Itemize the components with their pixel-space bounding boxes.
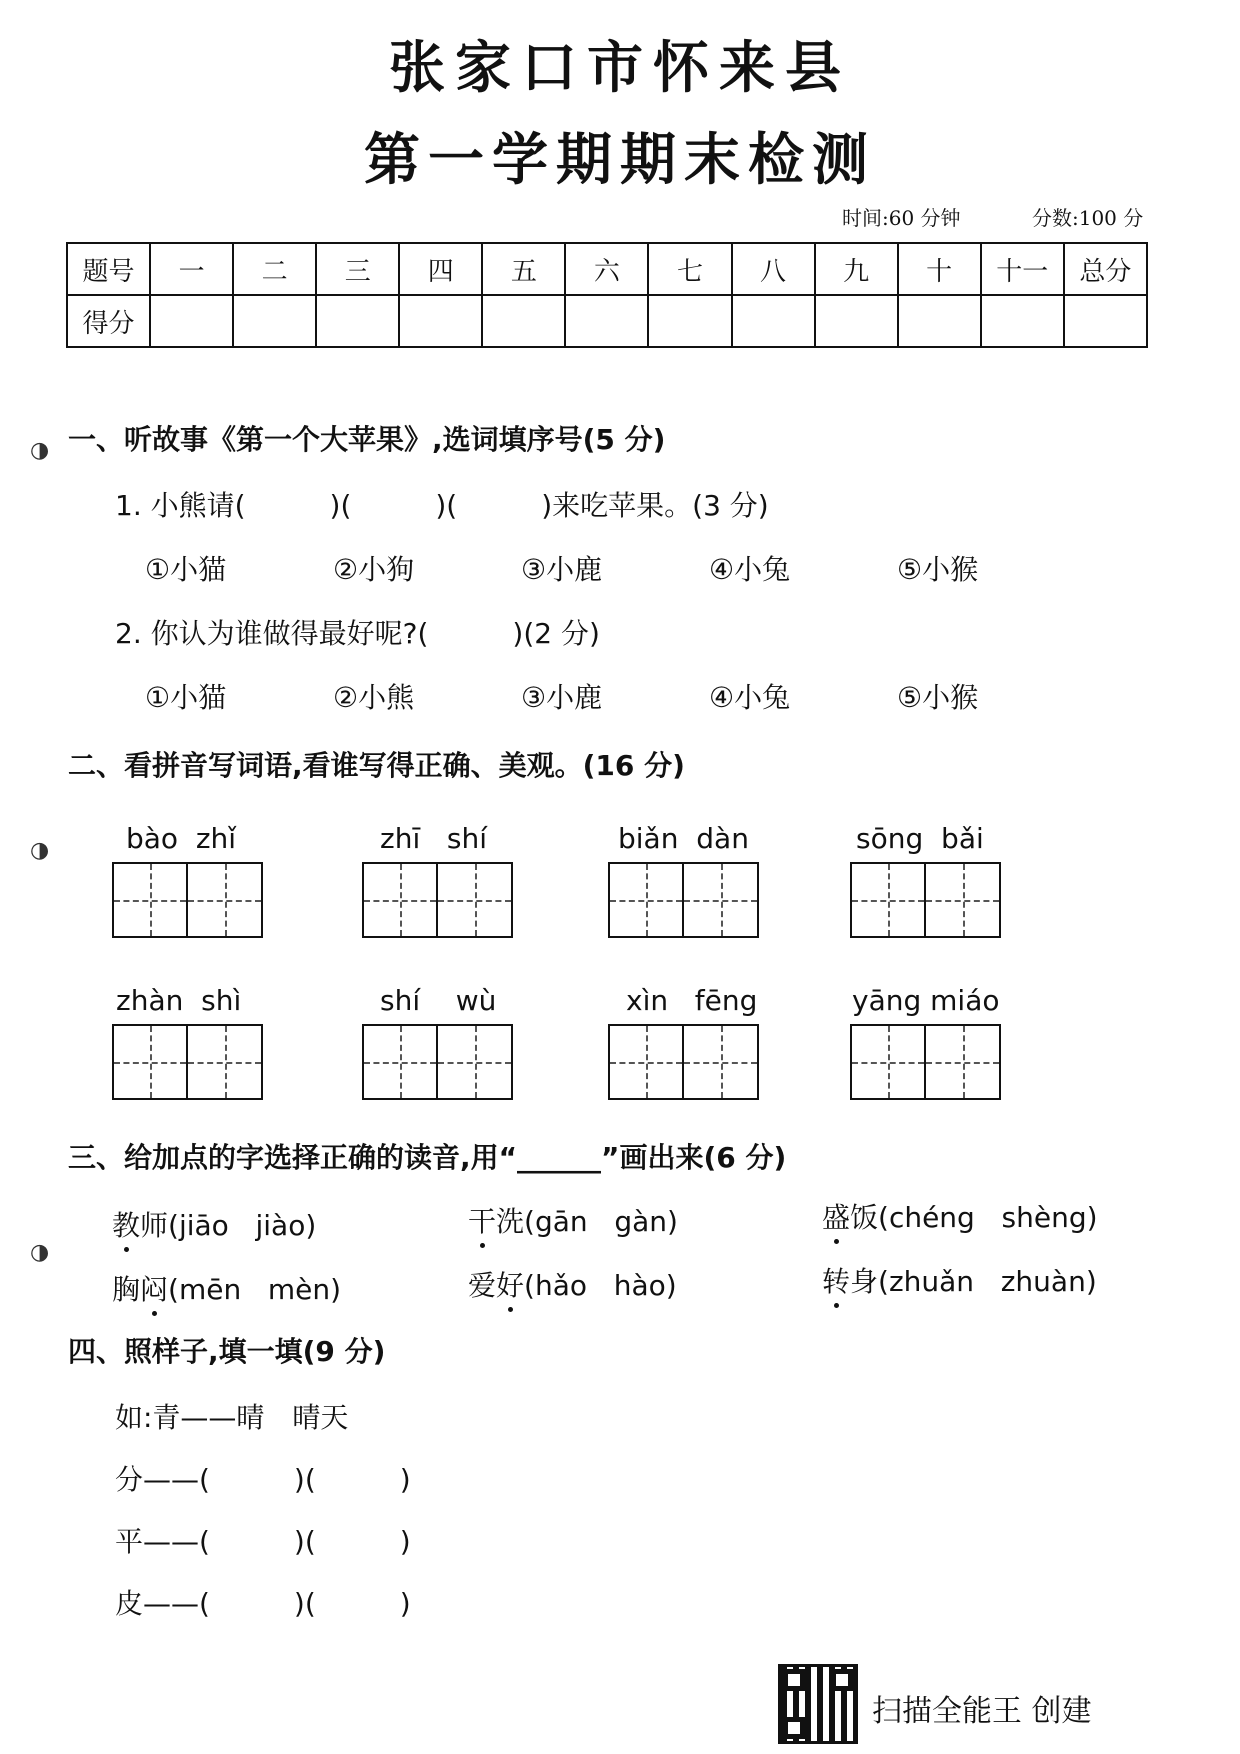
example-line: 如:青——晴 晴天 — [115, 1401, 349, 1434]
exam-title-region: 张家口市怀来县 — [389, 35, 851, 101]
option: ③小鹿 — [521, 553, 603, 586]
total-score: 分数:100 分 — [1032, 206, 1144, 230]
scanner-watermark: 扫描全能王 创建 — [872, 1694, 1092, 1729]
pronunciation-item[interactable] — [468, 1200, 678, 1240]
pinyin-label: bào zhǐ — [126, 822, 237, 855]
writing-grid[interactable] — [850, 1024, 1001, 1100]
table-cell: 二 — [233, 243, 316, 295]
score-input-cell[interactable] — [898, 295, 981, 347]
table-cell: 十一 — [981, 243, 1064, 295]
table-cell: 八 — [732, 243, 815, 295]
binding-hole-mark: ◑ — [30, 438, 50, 463]
section1-title: 一、听故事《第一个大苹果》,选词填序号(5 分) — [68, 423, 666, 456]
option: ⑤小猴 — [897, 681, 979, 714]
score-input-cell[interactable] — [316, 295, 399, 347]
dotted-character: 教 — [112, 1209, 141, 1242]
writing-grid[interactable] — [362, 1024, 513, 1100]
pinyin-label: biǎn dàn — [618, 822, 749, 855]
pronunciation-item[interactable] — [112, 1204, 316, 1244]
score-input-cell[interactable] — [981, 295, 1064, 347]
option: ④小兔 — [709, 681, 791, 714]
pronunciation-options: 师(jiāo jiào) — [140, 1209, 317, 1242]
table-cell: 九 — [815, 243, 898, 295]
score-input-cell[interactable] — [815, 295, 898, 347]
plain-character: 爱 — [468, 1269, 497, 1302]
score-table-header-row — [67, 243, 1147, 295]
option: ⑤小猴 — [897, 553, 979, 586]
pronunciation-item[interactable] — [468, 1264, 677, 1304]
binding-hole-mark: ◑ — [30, 838, 50, 863]
pinyin-label: sōng bǎi — [856, 822, 984, 855]
dotted-character: 闷 — [140, 1273, 169, 1306]
pronunciation-item[interactable] — [112, 1268, 341, 1308]
writing-grid[interactable] — [112, 862, 263, 938]
option: ②小熊 — [333, 681, 415, 714]
dotted-character: 好 — [496, 1269, 525, 1302]
writing-grid[interactable] — [608, 1024, 759, 1100]
section3-title: 三、给加点的字选择正确的读音,用“______”画出来(6 分) — [68, 1141, 787, 1174]
fill-line[interactable]: 皮——( )( ) — [115, 1587, 411, 1620]
pronunciation-options: (hǎo hào) — [524, 1269, 677, 1302]
table-cell: 总分 — [1064, 243, 1147, 295]
dotted-character: 转 — [822, 1265, 851, 1298]
score-input-cell[interactable] — [1064, 295, 1147, 347]
table-cell: 得分 — [67, 295, 150, 347]
section1-question2: 2. 你认为谁做得最好呢?( )(2 分) — [115, 617, 600, 650]
qr-code-icon — [778, 1664, 858, 1744]
score-input-cell[interactable] — [732, 295, 815, 347]
writing-grid[interactable] — [608, 862, 759, 938]
score-input-cell[interactable] — [648, 295, 731, 347]
plain-character: 胸 — [112, 1273, 141, 1306]
pinyin-label: zhī shí — [380, 822, 488, 855]
dotted-character: 盛 — [822, 1201, 851, 1234]
pinyin-label: shí wù — [380, 984, 497, 1017]
pinyin-label: zhàn shì — [116, 984, 242, 1017]
fill-line[interactable]: 分——( )( ) — [115, 1463, 411, 1496]
writing-grid[interactable] — [850, 862, 1001, 938]
score-table-score-row — [67, 295, 1147, 347]
fill-line[interactable]: 平——( )( ) — [115, 1525, 411, 1558]
pronunciation-options: 饭(chéng shèng) — [850, 1201, 1098, 1234]
section2-title: 二、看拼音写词语,看谁写得正确、美观。(16 分) — [68, 749, 685, 782]
pinyin-label: yāng miáo — [852, 984, 1000, 1017]
score-input-cell[interactable] — [565, 295, 648, 347]
score-input-cell[interactable] — [233, 295, 316, 347]
score-input-cell[interactable] — [482, 295, 565, 347]
dotted-character: 干 — [468, 1205, 497, 1238]
exam-title: 第一学期期末检测 — [364, 127, 876, 193]
option: ①小猫 — [145, 681, 227, 714]
pronunciation-options: 身(zhuǎn zhuàn) — [850, 1265, 1097, 1298]
table-cell: 五 — [482, 243, 565, 295]
option: ③小鹿 — [521, 681, 603, 714]
score-input-cell[interactable] — [399, 295, 482, 347]
writing-grid[interactable] — [362, 862, 513, 938]
table-cell: 四 — [399, 243, 482, 295]
table-cell: 十 — [898, 243, 981, 295]
option: ①小猫 — [145, 553, 227, 586]
table-cell: 题号 — [67, 243, 150, 295]
pronunciation-options: 洗(gān gàn) — [496, 1205, 678, 1238]
binding-hole-mark: ◑ — [30, 1240, 50, 1265]
option: ④小兔 — [709, 553, 791, 586]
score-table — [66, 242, 1148, 348]
pronunciation-item[interactable] — [822, 1196, 1098, 1236]
table-cell: 七 — [648, 243, 731, 295]
table-cell: 一 — [150, 243, 233, 295]
option: ②小狗 — [333, 553, 415, 586]
writing-grid[interactable] — [112, 1024, 263, 1100]
score-input-cell[interactable] — [150, 295, 233, 347]
pronunciation-options: (mēn mèn) — [168, 1273, 342, 1306]
pinyin-label: xìn fēng — [626, 984, 758, 1017]
section4-title: 四、照样子,填一填(9 分) — [68, 1335, 386, 1368]
section1-question1: 1. 小熊请( )( )( )来吃苹果。(3 分) — [115, 489, 769, 522]
time-limit: 时间:60 分钟 — [842, 206, 961, 230]
table-cell: 六 — [565, 243, 648, 295]
table-cell: 三 — [316, 243, 399, 295]
pronunciation-item[interactable] — [822, 1260, 1097, 1300]
